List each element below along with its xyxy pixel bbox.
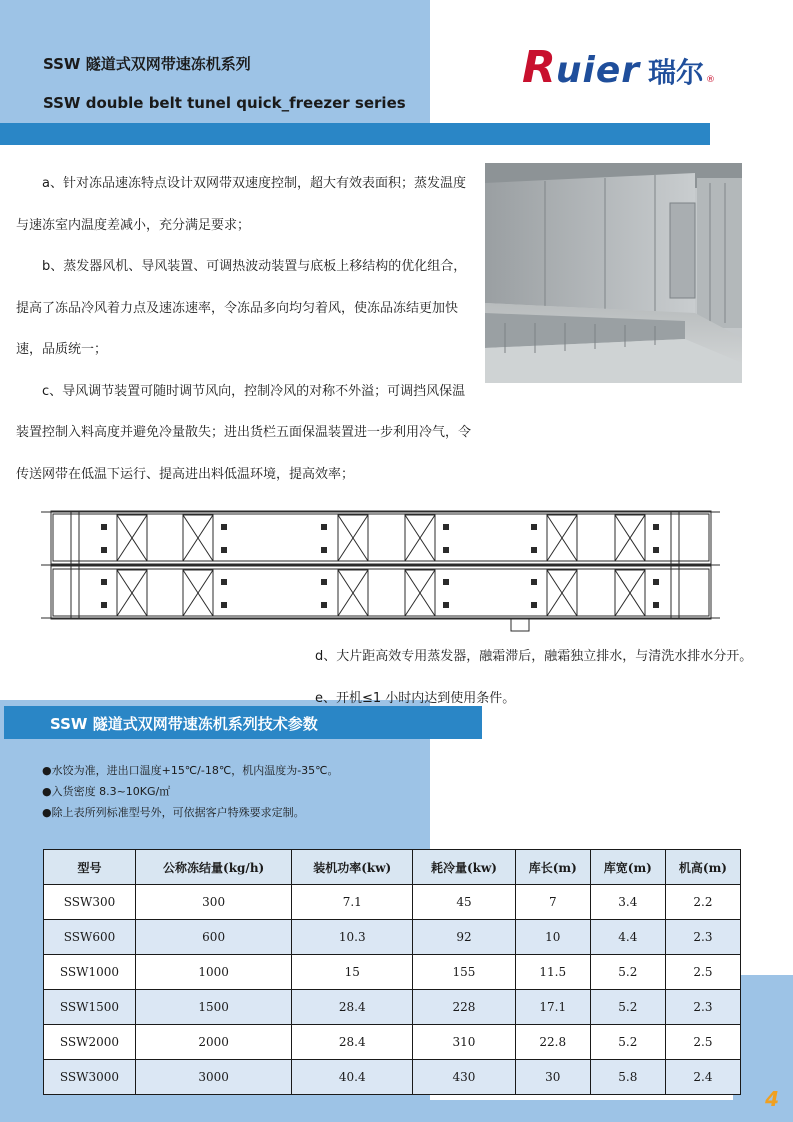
table-cell: 1500 [135, 990, 291, 1025]
table-cell: 15 [292, 955, 413, 990]
table-cell: 5.2 [590, 1025, 665, 1060]
table-row [44, 955, 741, 990]
table-cell: 5.8 [590, 1060, 665, 1095]
freezer-photo-image [485, 163, 742, 383]
feature-a: a、针对冻品速冻特点设计双网带双速度控制，超大有效表面积；蒸发温度与速冻室内温度差减小，充分满足要求； [16, 176, 466, 233]
table-header-row [44, 850, 741, 885]
table-cell: 2.4 [665, 1060, 740, 1095]
table-cell: 3.4 [590, 885, 665, 920]
feature-d: d、大片距高效专用蒸发器，融霜滞后，融霜独立排水，与清洗水排水分开。 [315, 649, 753, 664]
table-cell: 2.3 [665, 990, 740, 1025]
header-divider-bar [0, 123, 710, 145]
feature-list [16, 163, 472, 495]
table-cell: 2.5 [665, 955, 740, 990]
table-row [44, 1060, 741, 1095]
column-header: 装机功率(kw) [292, 850, 413, 885]
table-row [44, 990, 741, 1025]
table-cell: 92 [413, 920, 516, 955]
table-cell: 22.8 [515, 1025, 590, 1060]
table-cell: SSW3000 [44, 1060, 136, 1095]
logo-text: uier [555, 50, 641, 91]
column-header: 型号 [44, 850, 136, 885]
logo-text-cn: 瑞尔 [648, 56, 705, 89]
table-row [44, 920, 741, 955]
table-cell: 40.4 [292, 1060, 413, 1095]
table-cell: 155 [413, 955, 516, 990]
feature-e: e、开机≤1 小时内达到使用条件。 [315, 691, 516, 706]
column-header: 公称冻结量(kg/h) [135, 850, 291, 885]
table-cell: 430 [413, 1060, 516, 1095]
page-title-cn: SSW 隧道式双网带速冻机系列 [43, 55, 251, 73]
column-header: 耗冷量(kw) [413, 850, 516, 885]
table-cell: 600 [135, 920, 291, 955]
freezer-layout-svg [31, 489, 720, 635]
table-row [44, 885, 741, 920]
spec-note: ●入货密度 8.3~10KG/㎡ [42, 785, 171, 798]
feature-b: b、蒸发器风机、导风装置、可调热波动装置与底板上移结构的优化组合，提高了冻品冷风着力点及速冻速率，令冻品多向均匀着风，使冻品冻结更加快速，品质统一； [16, 259, 467, 357]
table-cell: SSW1500 [44, 990, 136, 1025]
freezer-photo [485, 163, 742, 383]
table-cell: 2.3 [665, 920, 740, 955]
table-cell: SSW1000 [44, 955, 136, 990]
logo-letter-r: R [522, 42, 556, 93]
table-cell: 5.2 [590, 990, 665, 1025]
spec-table [43, 849, 741, 1095]
column-header: 库长(m) [515, 850, 590, 885]
logo-registered-mark: ® [706, 75, 716, 85]
table-row [44, 1025, 741, 1060]
background-bottom-band [410, 1100, 793, 1122]
table-cell: 300 [135, 885, 291, 920]
spec-section-header [4, 706, 482, 739]
table-cell: 10.3 [292, 920, 413, 955]
table-cell: SSW300 [44, 885, 136, 920]
table-cell: 3000 [135, 1060, 291, 1095]
table-cell: 4.4 [590, 920, 665, 955]
table-cell: 7 [515, 885, 590, 920]
table-cell: 45 [413, 885, 516, 920]
spec-section-title: SSW 隧道式双网带速冻机系列技术参数 [50, 715, 318, 733]
table-cell: 310 [413, 1025, 516, 1060]
table-cell: SSW600 [44, 920, 136, 955]
page-title-en: SSW double belt tunel quick_freezer series [43, 94, 406, 112]
freezer-layout-drawing [31, 489, 720, 635]
page-number: 4 [765, 1087, 779, 1111]
table-cell: 30 [515, 1060, 590, 1095]
spec-note: ●水饺为准，进出口温度+15℃/-18℃，机内温度为-35℃。 [42, 764, 339, 777]
table-cell: 2000 [135, 1025, 291, 1060]
table-cell: 2.5 [665, 1025, 740, 1060]
table-cell: 7.1 [292, 885, 413, 920]
spec-notes [42, 760, 339, 823]
table-cell: 28.4 [292, 1025, 413, 1060]
feature-c: c、导风调节装置可随时调节风向，控制冷风的对称不外溢；可调挡风保温装置控制入料高度并避免冷量散失；进出货栏五面保温装置进一步利用冷气，令传送网带在低温下运行、提高进出料低温环境，提高效率； [16, 383, 472, 482]
table-cell: 1000 [135, 955, 291, 990]
background-left-strip [0, 880, 44, 1122]
table-cell: 28.4 [292, 990, 413, 1025]
spec-note: ●除上表所列标准型号外，可依据客户特殊要求定制。 [42, 806, 305, 819]
table-cell: 17.1 [515, 990, 590, 1025]
column-header: 库宽(m) [590, 850, 665, 885]
table-cell: 5.2 [590, 955, 665, 990]
table-cell: 10 [515, 920, 590, 955]
ruier-logo [522, 42, 715, 93]
table-cell: SSW2000 [44, 1025, 136, 1060]
column-header: 机高(m) [665, 850, 740, 885]
table-cell: 2.2 [665, 885, 740, 920]
table-cell: 11.5 [515, 955, 590, 990]
table-cell: 228 [413, 990, 516, 1025]
